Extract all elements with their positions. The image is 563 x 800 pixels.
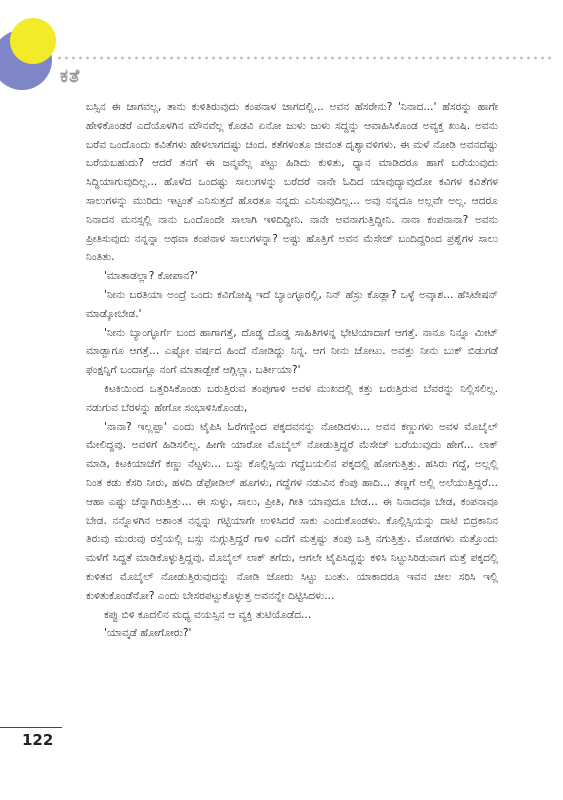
decorative-yellow-circle bbox=[10, 18, 56, 64]
paragraph: 'ನಾನಾ? ಇಲ್ಲಪ್ಪಾ' ಎಂದು ಟೈಪಿಸಿ ಓರೆಗಣ್ಣಿಂದ ಪಕ್ಕದವನನ್ನು ನೋಡಿದಳು... ಅವನ ಕಣ್ಣುಗಳು ಅವಳ ಮೊಬೈಲ್ ಮೇಲಿದ್ದವು. ಅವಳಿಗೆ ಹಿಡಿಸಲಿಲ್ಲ. ಹೀಗೇ ಯಾರೋ ಮೊಬೈಲ್ ನೋಡುತ್ತಿದ್ದರೆ ಮೆಸೇಜ್ ಬರೆಯುವುದು ಹೇಗೆ... ಲಾಕ್ ಮಾಡಿ, ಕಿಟಕಿಯಾಚೆಗೆ ಕಣ್ಣು ನೆಟ್ಟಳು... ಬಸ್ಸು ಕೊಲ್ಲಿಸ್ಸಿಯ ಗದ್ದೆಬಯಲಿನ ಪಕ್ಕದಲ್ಲಿ ಹೋಗುತ್ತಿತ್ತು. ಹಸಿರು ಗದ್ದೆ, ಅಲ್ಲಲ್ಲಿ ನಿಂತ ಕಡು ಕೆಸರಿ ನೀರು, ಹಳದಿ ಡೆಫೋಡಿಲ್ ಹೂಗಳು, ಗದ್ದೆಗಳ ನಡುವಿನ ಕೆಂಪು ಹಾದಿ... ತಣ್ಣಗೆ ಅಲ್ಲಿ ಅಲೆಯುತ್ತಿದ್ದರೆ... ಆಹಾ ಎಷ್ಟು ಚೆನ್ನಾಗಿರುತ್ತಿತ್ತು... ಈ ಸುಳ್ಳು, ಸಾಲು, ಪ್ರೀತಿ, ಗೀತಿ ಯಾವುದೂ ಬೇಡ... ಈ ನಿನಾದವೂ ಬೇಡ, ಕಂಪನಾವೂ ಬೇಡ. ನನ್ನೊಳಗಿನ ಅಶಾಂತ ನನ್ನನ್ನು ಗಟ್ಟಿಯಾಗೇ ಉಳಿಸಿದರೆ ಸಾಕು ಎಂದುಕೊಂಡಳು. ಕೊಲ್ಲಿಸ್ಸಿಯನ್ನು ದಾಟಿ ಬಿದ್ರಕಾನಿನ ತಿರುವು ಮುರುವು ರಸ್ತೆಯಲ್ಲಿ ಬಸ್ಸು ನುಗ್ಗುತ್ತಿದ್ದರೆ ಗಾಳಿ ಎದೆಗೆ ಮತ್ತಷ್ಟು ತಂಪು ಒತ್ತಿ ನಗುತ್ತಿತ್ತು. ಮೋಡಗಳು ಮತ್ತೊಂದು ಮಳೆಗೆ ಸಿದ್ಧತೆ ಮಾಡಿಕೊಳ್ಳುತ್ತಿದ್ದವು. ಮೊಬೈಲ್ ಲಾಕ್ ತಗೆದು, ಆಗಲೇ ಟೈಪಿಸಿದ್ದನ್ನು ಕಳಿಸಿ ನಿಟ್ಟುಸಿರಿಡುವಾಗ ಮತ್ತೆ ಪಕ್ಕದಲ್ಲಿ ಕುಳಿತವ ಮೊಬೈಲ್ ನೋಡುತ್ತಿರುವುದನ್ನು ನೋಡಿ ಜೋರು ಸಿಟ್ಟು ಬಂತು. ಯಾಕಾದರೂ ಇವನ ಚೀಲ ಸರಿಸಿ ಇಲ್ಲಿ ಕುಳಿತುಕೊಂಡೆನೋ? ಎಂದು ಬೇಸರಪಟ್ಟುಕೊಳ್ಳುತ್ತ ಅವನನ್ನೇ ದಿಟ್ಟಿಸಿದಳು... bbox=[86, 420, 498, 602]
story-body bbox=[86, 98, 498, 643]
paragraph: 'ನೀನು ಬ್ಯಾಂಗ್ಳೂರ್ಗೆ ಬಂದ ಹಾಗಾಗತ್ತೆ, ದೊಡ್ಡ ದೊಡ್ಡ ಸಾಹಿತಿಗಳನ್ನ ಭೇಟಿಯಾದಾಗೆ ಆಗತ್ತೆ. ನಾನೂ ನಿನ್ನೂ ಮೀಟ್ ಮಾಡ್ಬಾಗೂ ಆಗತ್ತೆ... ಎಷ್ಟೋ ವರ್ಷದ ಹಿಂದೆ ನೋಡಿದ್ದು ನಿನ್ನ. ಆಗ ನೀನು ಚೋಟು. ಅವತ್ತು ನೀನು ಬುಕ್ ಬಿಡುಗಡೆ ಫಂಕ್ಷನ್ನಿಗೆ ಬಂದಾಗ್ಲೂ ನಂಗೆ ಮಾತಾಡ್ಬೇಕೆ ಆಗ್ಲಿಲ್ಲಾ. ಬರ್ತೀಯಾ?' bbox=[86, 326, 498, 377]
page-number: 122 bbox=[22, 731, 54, 749]
paragraph: ಕಪ್ಪು ಬಿಳಿ ಕೂದಲಿನ ಮಧ್ಯ ವಯಸ್ಸಿನ ಆ ವ್ಯಕ್ತಿ ತುಟಿಯೊಡೆದ... bbox=[104, 608, 312, 621]
section-label: ಕತೆ bbox=[60, 66, 81, 87]
dotted-header-rule bbox=[56, 56, 552, 60]
paragraph: 'ನೀನು ಬರತಿಯಾ ಅಂದ್ರೆ ಒಂದು ಕವಿಗೋಷ್ಠಿ ಇದೆ ಬ್ಯಾಂಗ್ಳೂರಲ್ಲಿ, ನಿನ್ ಹೆಸ್ರು ಕೊಡ್ಲಾ? ಒಳ್ಳೆ ಅವ್ಕಾಶ... ಹೆಸಿಟೇಷನ್ ಮಾಡ್ಕೋಬೇಡ.' bbox=[86, 288, 498, 320]
paragraph: 'ಯಾವ್ಕಡೆ ಹೋಗೋರು?' bbox=[104, 627, 192, 640]
footer-rule bbox=[0, 727, 62, 728]
paragraph: ಬಸ್ಸಿನ ಈ ಜಾಗವಲ್ಲ, ತಾನು ಕುಳಿತಿರುವುದು ಕಂಪನಾಳ ಜಾಗದಲ್ಲಿ... ಅವನ ಹೆಸರೇನು? 'ನಿನಾದ...' ಹೆಸರನ್ನು ಹಾಗೇ ಹೇಳಿಕೊಂಡರೆ ಎದೆಯೊಳಗಿನ ಮೌನವೆಲ್ಲ ಕೊಡವಿ ಏನೋ ಜುಳು ಜುಳು ಸದ್ದನ್ನು ಆವಾಹಿಸಿಕೊಂಡ ಅವ್ಯಕ್ತ ಖುಷಿ. ಅವನು ಬರೆವ ಒಂದೊಂದು ಕವಿತೆಗಳು ಹೇಳಲಾಗದಷ್ಟು ಚಂದ. ಕತೆಗಳಂತೂ ಜೀವಂತ ದೃಶ್ಯಾವಳಿಗಳು. ಈ ಮಳೆ ನೋಡಿ ಅವನದೆಷ್ಟು ಬರೆಯಬಹುದು? ಆದರೆ ತನಗೆ ಈ ಜನ್ಮವೆಲ್ಲ ಪಟ್ಟು ಹಿಡಿದು ಕುಳಿತು, ಧ್ಯಾನ ಮಾಡಿದರೂ ಹಾಗೆ ಬರೆಯುವುದು ಸಿದ್ಧಿಯಾಗುವುದಿಲ್ಲ... ಹೊಳೆದ ಒಂದಷ್ಟು ಸಾಲುಗಳನ್ನು ಬರೆದರೆ ನಾನೇ ಓದಿದ ಯಾವುದ್ಯಾವುದೋ ಕವಿಗಳ ಕವಿತೆಗಳ ಸಾಲುಗಳನ್ನು ಮುರಿದು ಇಟ್ಟಂತೆ ಎನಿಸುತ್ತದೆ ಹೊರತೂ ನನ್ನದು ಎನಿಸುವುದಿಲ್ಲ... ಅವು ನನ್ನದೂ ಅಲ್ಲವೇ ಅಲ್ಲ. ಆದರೂ ನಿನಾದನ ಮನಸ್ಸಲ್ಲಿ ನಾನು ಒಂದೊಂದೇ ಸಾಲಾಗಿ ಇಳಿದಿದ್ದೀನಿ. ನಾನೇ ಅವನಾಗುತ್ತಿದ್ದೀನಿ. ನಾನಾ ಕಂಪನಾನಾ? ಅವನು ಪ್ರೀತಿಸುವುದು ನನ್ನನ್ನಾ ಅಥವಾ ಕಂಪನಾಳ ಸಾಲುಗಳನ್ನಾ? ಅಷ್ಟು ಹೊತ್ತಿಗೆ ಅವನ ಮೆಸೇಜ್ ಬಂದಿದ್ದರಿಂದ ಪ್ರಶ್ನೆಗಳ ಸಾಲು ನಿಂತಿತು. bbox=[86, 101, 498, 264]
paragraph: ಕಿಟಕಿಯಿಂದ ಒತ್ತರಿಸಿಕೊಂಡು ಬರುತ್ತಿರುವ ತಂಪುಗಾಳಿ ಅವಳ ಮುಖದಲ್ಲಿ ಕತ್ತು ಬರುತ್ತಿರುವ ಬೆವರನ್ನು ನಿಲ್ಲಿಸಲಿಲ್ಲ. ನಡುಗುವ ಬೆರಳನ್ನು ಹೇಗೋ ಸಂಭಾಳಿಸಿಕೊಂಡು, bbox=[86, 382, 498, 414]
paragraph: 'ಮಾತಾಡಲ್ಲಾ? ಕೋಪಾನ?' bbox=[104, 270, 198, 283]
